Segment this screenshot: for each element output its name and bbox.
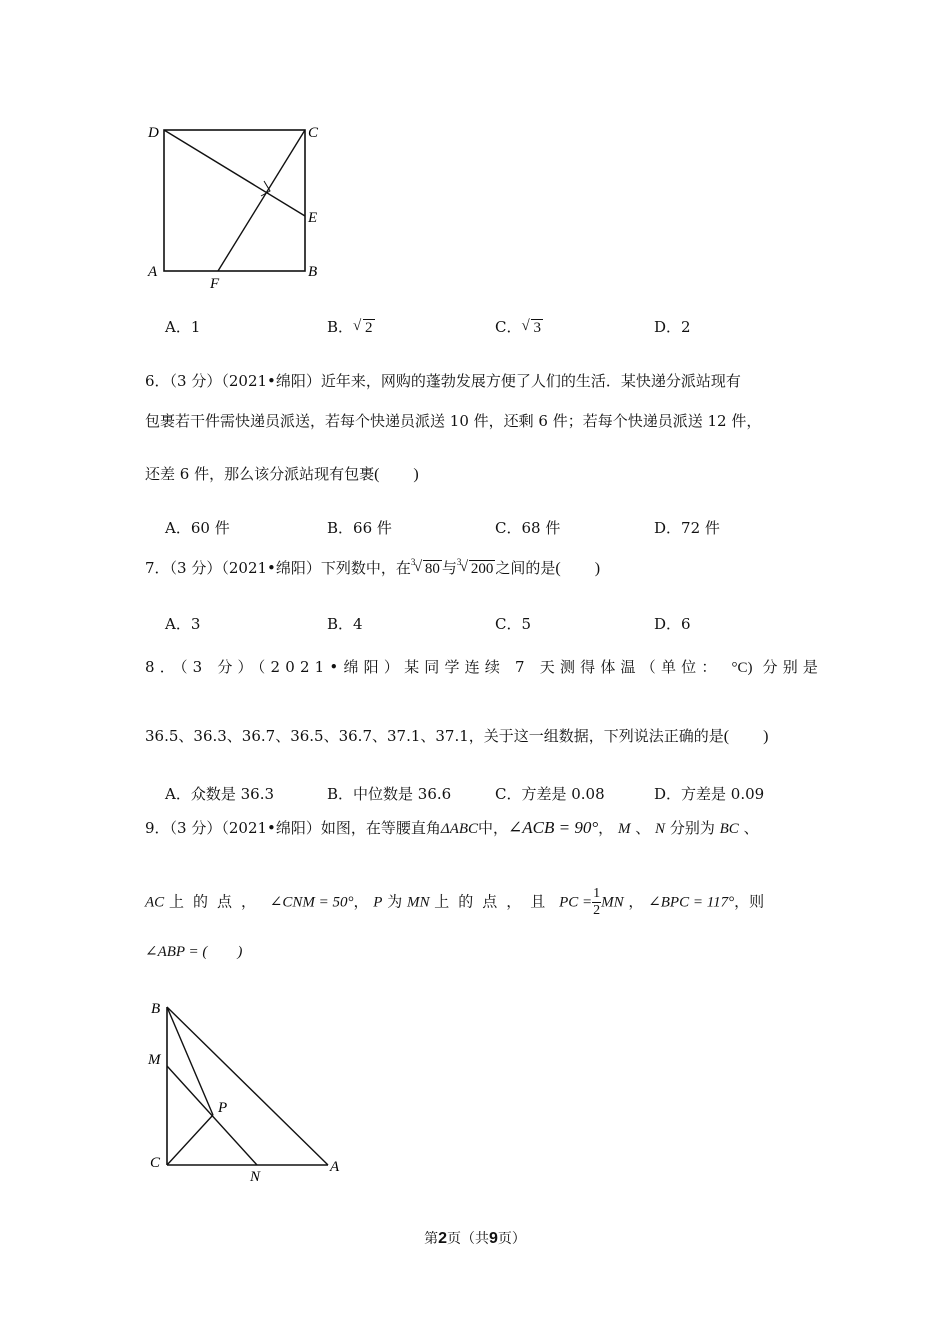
cube-root-80: 3 √ 80 bbox=[410, 557, 440, 577]
segment-bp bbox=[167, 1007, 213, 1115]
label-c: C bbox=[150, 1155, 161, 1171]
q6-option-d[interactable]: D．72 件 bbox=[654, 519, 720, 537]
q6-line-3: 还差 6 件，那么该分派站现有包裹( ) bbox=[145, 465, 419, 483]
segment-ab bbox=[167, 1007, 328, 1165]
q7-option-c[interactable]: C．5 bbox=[495, 615, 532, 633]
q8-option-d[interactable]: D．方差是 0.09 bbox=[654, 785, 765, 803]
q7-stem: 7．（3 分）（2021•绵阳）下列数中，在 3 √ 80 与 3 √ 200 之间的是( ) bbox=[145, 557, 601, 577]
segment-cf bbox=[218, 130, 305, 271]
label-d: D bbox=[148, 125, 159, 141]
q9-line-1: 9．（3 分）（2021•绵阳）如图，在等腰直角ΔABC中，∠ACB = 90°， M 、 N 分别为 BC 、 bbox=[145, 818, 759, 837]
segment-de bbox=[164, 130, 305, 216]
q6-option-b[interactable]: B．66 件 bbox=[327, 519, 392, 537]
page-number: 2 bbox=[438, 1230, 447, 1247]
label-e: E bbox=[308, 210, 318, 226]
label-c: C bbox=[308, 125, 319, 141]
cube-root-200: 3 √ 200 bbox=[456, 557, 494, 577]
q6-line-1: 6．（3 分）（2021•绵阳）近年来，网购的蓬勃发展方便了人们的生活．某快递分派站现有 bbox=[145, 372, 741, 390]
figure-square bbox=[140, 118, 340, 298]
label-p: P bbox=[218, 1100, 228, 1116]
fraction-one-half: $\frac{1}{2}$ bbox=[593, 886, 601, 918]
q9-line-2: AC 上的点， ∠CNM = 50°， P 为 MN 上的点，且 PC = $\frac{1}{2}$ MN ， ∠BPC = 117°，则 bbox=[145, 886, 765, 918]
page-total: 9 bbox=[489, 1230, 498, 1247]
label-a: A bbox=[330, 1159, 340, 1175]
label-n: N bbox=[250, 1169, 261, 1185]
q9-line-3: ∠ABP = ( ) bbox=[145, 944, 243, 960]
label-b: B bbox=[151, 1001, 161, 1017]
label-f: F bbox=[210, 276, 220, 292]
q7-option-d[interactable]: D．6 bbox=[654, 615, 691, 633]
q6-option-a[interactable]: A．60 件 bbox=[165, 519, 230, 537]
q8-line-1: 8．（3 分）（2021•绵阳）某同学连续 7 天测得体温（单位： °C) 分别是 bbox=[145, 658, 824, 676]
q8-option-a[interactable]: A．众数是 36.3 bbox=[165, 785, 274, 803]
sqrt-symbol: √ bbox=[353, 318, 362, 334]
label-b: B bbox=[308, 264, 318, 280]
q5-option-a[interactable]: A．1 bbox=[165, 318, 201, 336]
label-m: M bbox=[148, 1052, 161, 1068]
q5-option-d[interactable]: D．2 bbox=[654, 318, 691, 336]
q5-option-b[interactable]: B． √ 2 bbox=[327, 318, 373, 336]
sqrt-symbol: √ bbox=[521, 318, 530, 334]
q8-option-c[interactable]: C．方差是 0.08 bbox=[495, 785, 605, 803]
q8-line-2: 36.5、36.3、36.7、36.5、36.7、37.1、37.1，关于这一组数据，下列说法正确的是( ) bbox=[145, 727, 769, 745]
q5-option-c[interactable]: C． √ 3 bbox=[495, 318, 541, 336]
figure-triangle bbox=[140, 995, 355, 1185]
q8-option-b[interactable]: B．中位数是 36.6 bbox=[327, 785, 452, 803]
square-abcd bbox=[164, 130, 305, 271]
segment-pc bbox=[167, 1115, 213, 1165]
q7-option-a[interactable]: A．3 bbox=[165, 615, 201, 633]
q7-option-b[interactable]: B．4 bbox=[327, 615, 363, 633]
q6-line-2: 包裹若干件需快递员派送，若每个快递员派送 10 件，还剩 6 件；若每个快递员派送 12 件， bbox=[145, 412, 762, 430]
page-footer: 第2页（共9页） bbox=[424, 1230, 526, 1247]
q6-option-c[interactable]: C．68 件 bbox=[495, 519, 561, 537]
label-a: A bbox=[148, 264, 158, 280]
